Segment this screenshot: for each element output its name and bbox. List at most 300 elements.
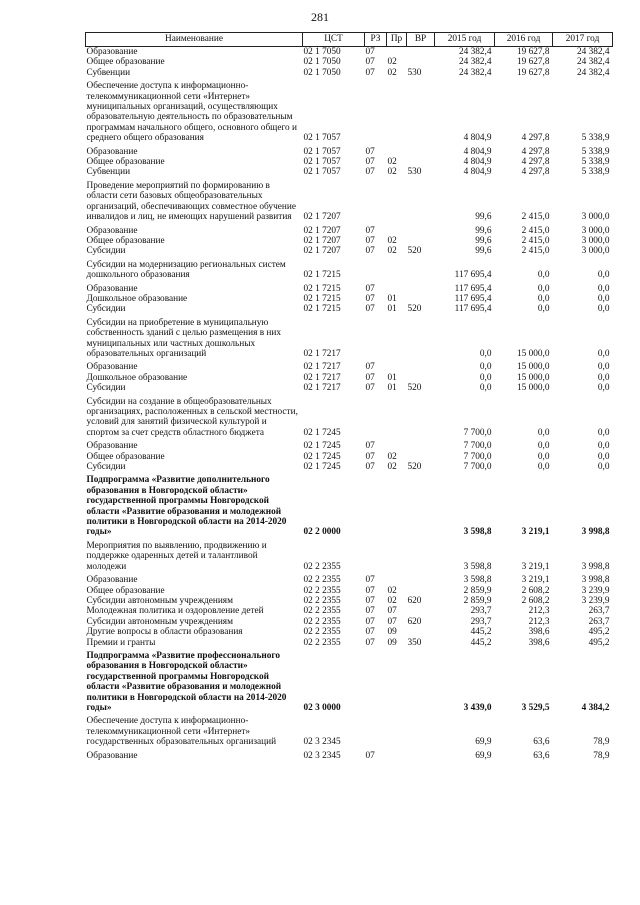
cell-2017: 3 998,8 (581, 575, 610, 586)
cell-2015: 445,2 (470, 637, 492, 648)
cell-cst: 02 1 7207 (303, 246, 341, 257)
cell-pr: 01 (387, 293, 397, 304)
cell-pr: 02 (387, 235, 397, 246)
table-row (86, 572, 613, 585)
cell-2016: 4 297,8 (521, 133, 550, 144)
cell-2017: 5 338,9 (581, 157, 610, 168)
cell-rz: 07 (365, 293, 375, 304)
cell-pr (387, 178, 407, 223)
cell-vr (407, 586, 435, 596)
cell-name: Образование (86, 146, 138, 157)
table-row (86, 315, 613, 360)
cell-2016: 398,6 (528, 627, 550, 638)
cell-rz: 07 (365, 606, 375, 617)
cell-rz: 07 (365, 167, 375, 178)
cell-pr: 02 (387, 57, 397, 68)
cell-rz: 07 (365, 57, 375, 68)
table-row (86, 596, 613, 606)
cell-2017: 0,0 (597, 427, 610, 438)
cell-rz: 07 (365, 146, 375, 157)
cell-2017: 0,0 (597, 348, 610, 359)
cell-cst: 02 1 7217 (303, 383, 341, 394)
cell-2016: 2 415,0 (521, 225, 550, 236)
cell-vr (407, 438, 435, 451)
cell-2017: 3 998,8 (581, 527, 610, 538)
cell-vr (407, 57, 435, 67)
cell-vr (407, 748, 435, 761)
cell-2017: 495,2 (588, 627, 610, 638)
cell-pr (387, 472, 407, 537)
table-row (86, 452, 613, 462)
cell-2017: 3 000,0 (581, 235, 610, 246)
cell-pr (387, 359, 407, 372)
cell-cst: 02 2 2355 (303, 627, 341, 638)
cell-name: Образование (86, 750, 138, 761)
cell-2017: 0,0 (597, 362, 610, 373)
cell-cst: 02 1 7217 (303, 348, 341, 359)
cell-2016: 19 627,8 (516, 47, 550, 57)
cell-2015: 117 695,4 (454, 304, 492, 315)
cell-2016: 0,0 (537, 462, 550, 473)
table-row (86, 538, 613, 572)
cell-pr: 09 (387, 637, 397, 648)
cell-2016: 19 627,8 (516, 57, 550, 68)
cell-rz (365, 713, 387, 747)
cell-cst: 02 1 7057 (303, 146, 341, 157)
cell-rz: 07 (365, 157, 375, 168)
header-vr: ВР (407, 33, 435, 47)
cell-vr: 620 (407, 595, 422, 606)
table-row (86, 713, 613, 747)
cell-name: Подпрограмма «Развитие дополнительного образования в Новгородской области» государственной программы Новгородской области «Развитие образования и молодежной политики в Новгородской области на 2014-2020 годы» (86, 475, 287, 538)
cell-rz: 07 (365, 225, 375, 236)
cell-2016: 212,3 (528, 606, 550, 617)
cell-pr (387, 438, 407, 451)
cell-vr (407, 538, 435, 572)
cell-2015: 117 695,4 (454, 283, 492, 294)
cell-2017: 3 000,0 (581, 225, 610, 236)
cell-2015: 0,0 (479, 372, 492, 383)
cell-2017: 5 338,9 (581, 133, 610, 144)
cell-cst: 02 1 7217 (303, 362, 341, 373)
cell-2017: 5 338,9 (581, 146, 610, 157)
cell-rz (365, 648, 387, 713)
cell-pr (387, 47, 407, 58)
cell-2017: 24 382,4 (576, 57, 610, 68)
cell-vr: 530 (407, 67, 422, 78)
cell-name: Образование (86, 362, 138, 373)
table-row (86, 281, 613, 294)
cell-cst: 02 2 2355 (303, 595, 341, 606)
cell-pr (387, 223, 407, 236)
cell-vr (407, 294, 435, 304)
cell-name: Другие вопросы в области образования (86, 627, 243, 638)
cell-2017: 78,9 (593, 750, 610, 761)
cell-rz: 07 (365, 441, 375, 452)
cell-vr (407, 315, 435, 360)
cell-2016: 0,0 (537, 283, 550, 294)
cell-rz: 07 (365, 462, 375, 473)
cell-2016: 2 608,2 (521, 595, 550, 606)
cell-rz: 07 (365, 47, 375, 57)
cell-pr (387, 538, 407, 572)
cell-rz: 07 (365, 575, 375, 586)
cell-pr: 02 (387, 167, 397, 178)
cell-cst: 02 2 2355 (303, 606, 341, 617)
cell-2015: 0,0 (479, 348, 492, 359)
cell-2015: 4 804,9 (463, 167, 492, 178)
cell-2016: 63,6 (533, 737, 550, 748)
cell-2015: 293,7 (470, 616, 492, 627)
cell-name: Проведение мероприятий по формированию в области сети базовых общеобразовательных организаций, обеспечивающих совместное обучение инвалидов и лиц, не имеющих нарушений развития (86, 180, 296, 223)
cell-pr (387, 281, 407, 294)
table-row (86, 383, 613, 393)
cell-2017: 0,0 (597, 462, 610, 473)
cell-name: Мероприятия по выявлению, продвижению и поддержке одаренных детей и талантливой молодежи (86, 540, 267, 572)
table-row (86, 627, 613, 637)
cell-name: Премии и гранты (86, 637, 156, 648)
cell-2016: 63,6 (533, 750, 550, 761)
cell-2017: 0,0 (597, 383, 610, 394)
cell-name: Обеспечение доступа к информационно-телекоммуникационной сети «Интернет» государственных образовательных организаций (86, 716, 277, 748)
table-row (86, 638, 613, 648)
cell-2017: 24 382,4 (576, 47, 610, 57)
cell-2015: 0,0 (479, 383, 492, 394)
header-name: Наименование (86, 33, 303, 47)
cell-2016: 4 297,8 (521, 167, 550, 178)
table-row (86, 257, 613, 281)
table-row (86, 167, 613, 177)
cell-vr (407, 373, 435, 383)
cell-2017: 5 338,9 (581, 167, 610, 178)
cell-rz (365, 178, 387, 223)
cell-2016: 0,0 (537, 304, 550, 315)
cell-2016: 15 000,0 (516, 372, 550, 383)
cell-rz (365, 538, 387, 572)
cell-2016: 2 608,2 (521, 585, 550, 596)
table-row (86, 617, 613, 627)
cell-rz: 07 (365, 372, 375, 383)
cell-pr: 01 (387, 304, 397, 315)
cell-rz (365, 394, 387, 439)
budget-table (85, 32, 613, 761)
cell-name: Субсидии автономным учреждениям (86, 595, 233, 606)
cell-2016: 0,0 (537, 270, 550, 281)
cell-pr: 02 (387, 157, 397, 168)
cell-cst: 02 1 7050 (303, 57, 341, 68)
cell-name: Молодежная политика и оздоровление детей (86, 606, 264, 617)
cell-vr: 350 (407, 637, 422, 648)
cell-2015: 99,6 (475, 212, 492, 223)
cell-2015: 3 598,8 (463, 575, 492, 586)
table-row (86, 294, 613, 304)
cell-2016: 3 529,5 (521, 702, 550, 713)
table-row (86, 68, 613, 78)
cell-2015: 293,7 (470, 606, 492, 617)
cell-2015: 2 859,9 (463, 595, 492, 606)
cell-cst: 02 1 7207 (303, 212, 341, 223)
header-2017: 2017 год (553, 33, 613, 47)
cell-rz: 07 (365, 383, 375, 394)
cell-vr: 620 (407, 616, 422, 627)
cell-cst: 02 1 7050 (303, 67, 341, 78)
cell-cst: 02 2 2355 (303, 637, 341, 648)
cell-rz: 07 (365, 637, 375, 648)
cell-rz: 07 (365, 585, 375, 596)
cell-2017: 3 239,9 (581, 585, 610, 596)
cell-2016: 212,3 (528, 616, 550, 627)
cell-2015: 4 804,9 (463, 133, 492, 144)
table-row (86, 57, 613, 67)
cell-cst: 02 1 7215 (303, 304, 341, 315)
cell-rz (365, 257, 387, 281)
cell-2017: 24 382,4 (576, 67, 610, 78)
cell-2015: 99,6 (475, 235, 492, 246)
cell-vr: 520 (407, 304, 422, 315)
table-row (86, 606, 613, 616)
table-row (86, 246, 613, 256)
cell-cst: 02 1 7050 (303, 47, 341, 57)
cell-vr (407, 223, 435, 236)
cell-2015: 117 695,4 (454, 270, 492, 281)
table-row (86, 223, 613, 236)
cell-2015: 0,0 (479, 362, 492, 373)
cell-name: Образование (86, 575, 138, 586)
cell-rz (365, 78, 387, 143)
cell-2016: 2 415,0 (521, 246, 550, 257)
cell-cst: 02 2 2355 (303, 585, 341, 596)
cell-name: Общее образование (86, 157, 165, 168)
cell-vr (407, 606, 435, 616)
cell-name: Образование (86, 283, 138, 294)
cell-name: Субсидии (86, 304, 126, 315)
cell-pr: 09 (387, 627, 397, 638)
cell-name: Дошкольное образование (86, 293, 188, 304)
cell-2015: 24 382,4 (458, 67, 492, 78)
page-number: 281 (311, 10, 329, 24)
cell-2016: 3 219,1 (521, 527, 550, 538)
cell-2017: 263,7 (588, 616, 610, 627)
cell-cst: 02 1 7245 (303, 427, 341, 438)
cell-pr: 07 (387, 616, 397, 627)
cell-pr: 02 (387, 246, 397, 257)
cell-2015: 4 804,9 (463, 157, 492, 168)
cell-2017: 0,0 (597, 270, 610, 281)
cell-pr (387, 78, 407, 143)
cell-2017: 3 000,0 (581, 246, 610, 257)
cell-2015: 69,9 (475, 750, 492, 761)
cell-2017: 4 384,2 (581, 702, 610, 713)
cell-vr (407, 713, 435, 747)
cell-cst: 02 2 2355 (303, 561, 341, 572)
cell-pr (387, 572, 407, 585)
cell-2017: 3 000,0 (581, 212, 610, 223)
table-row (86, 144, 613, 157)
cell-2015: 99,6 (475, 246, 492, 257)
cell-name: Общее образование (86, 585, 165, 596)
table-row (86, 648, 613, 713)
cell-vr (407, 452, 435, 462)
table-row (86, 373, 613, 383)
cell-2015: 7 700,0 (463, 462, 492, 473)
cell-pr: 07 (387, 606, 397, 617)
cell-cst: 02 1 7245 (303, 451, 341, 462)
cell-2015: 2 859,9 (463, 585, 492, 596)
cell-name: Субсидии на модернизацию региональных систем дошкольного образования (86, 259, 286, 281)
cell-name: Субсидии автономным учреждениям (86, 616, 233, 627)
cell-2016: 0,0 (537, 441, 550, 452)
cell-vr (407, 627, 435, 637)
cell-vr (407, 394, 435, 439)
cell-name: Дошкольное образование (86, 372, 188, 383)
cell-vr (407, 144, 435, 157)
cell-2016: 19 627,8 (516, 67, 550, 78)
header-pr: Пр (387, 33, 407, 47)
table-row (86, 359, 613, 372)
cell-cst: 02 1 7207 (303, 235, 341, 246)
cell-2015: 7 700,0 (463, 441, 492, 452)
cell-2015: 7 700,0 (463, 427, 492, 438)
cell-vr: 520 (407, 383, 422, 394)
cell-2016: 2 415,0 (521, 212, 550, 223)
cell-name: Субсидии на приобретение в муниципальную собственность зданий с целью размещения в них муниципальных или частных дошкольных образовательных организаций (86, 317, 282, 359)
cell-rz: 07 (365, 595, 375, 606)
cell-cst: 02 1 7215 (303, 293, 341, 304)
cell-2016: 4 297,8 (521, 157, 550, 168)
cell-2017: 0,0 (597, 304, 610, 315)
cell-vr (407, 236, 435, 246)
cell-2017: 263,7 (588, 606, 610, 617)
table-row (86, 462, 613, 472)
cell-cst: 02 1 7057 (303, 133, 341, 144)
cell-cst: 02 3 2345 (303, 737, 341, 748)
table-row (86, 394, 613, 439)
table-row (86, 78, 613, 143)
cell-2016: 0,0 (537, 451, 550, 462)
table-row (86, 304, 613, 314)
cell-rz: 07 (365, 750, 375, 761)
cell-cst: 02 1 7245 (303, 441, 341, 452)
cell-name: Субвенции (86, 167, 131, 178)
cell-name: Обеспечение доступа к информационно-телекоммуникационной сети «Интернет» муниципальных организаций, осуществляющих образовательную деятельность по образовательным программам начального общего, основного общего и среднего общего образования (86, 81, 298, 144)
cell-pr: 01 (387, 372, 397, 383)
cell-vr (407, 572, 435, 585)
table-row (86, 472, 613, 537)
cell-cst: 02 1 7245 (303, 462, 341, 473)
cell-vr (407, 648, 435, 713)
cell-vr (407, 157, 435, 167)
cell-name: Субвенции (86, 67, 131, 78)
cell-2015: 117 695,4 (454, 293, 492, 304)
cell-2015: 3 598,8 (463, 527, 492, 538)
cell-vr (407, 257, 435, 281)
cell-pr: 02 (387, 585, 397, 596)
header-2016: 2016 год (495, 33, 553, 47)
cell-name: Субсидии (86, 383, 126, 394)
header-cst: ЦСТ (303, 33, 365, 47)
cell-rz: 07 (365, 67, 375, 78)
cell-cst: 02 1 7057 (303, 157, 341, 168)
cell-2015: 69,9 (475, 737, 492, 748)
cell-cst: 02 2 0000 (303, 527, 341, 538)
table-row (86, 748, 613, 761)
cell-name: Субсидии (86, 462, 126, 473)
cell-rz: 07 (365, 627, 375, 638)
cell-rz (365, 315, 387, 360)
cell-2016: 2 415,0 (521, 235, 550, 246)
cell-2016: 0,0 (537, 427, 550, 438)
table-row (86, 236, 613, 246)
cell-2017: 0,0 (597, 283, 610, 294)
cell-2016: 15 000,0 (516, 348, 550, 359)
cell-name: Общее образование (86, 235, 165, 246)
cell-2017: 3 998,8 (581, 561, 610, 572)
cell-pr (387, 748, 407, 761)
cell-rz: 07 (365, 304, 375, 315)
cell-cst: 02 3 0000 (303, 702, 341, 713)
cell-2015: 445,2 (470, 627, 492, 638)
cell-vr (407, 178, 435, 223)
cell-vr (407, 78, 435, 143)
cell-rz: 07 (365, 362, 375, 373)
cell-rz: 07 (365, 235, 375, 246)
table-row (86, 178, 613, 223)
cell-rz (365, 472, 387, 537)
cell-pr (387, 257, 407, 281)
header-2015: 2015 год (435, 33, 495, 47)
cell-name: Субсидии на создание в общеобразовательных организациях, расположенных в сельской местности, условий для занятий физической культурой и спортом за счет средств областного бюджета (86, 396, 298, 438)
cell-2015: 24 382,4 (458, 57, 492, 68)
cell-2017: 0,0 (597, 293, 610, 304)
cell-2017: 495,2 (588, 637, 610, 648)
cell-vr (407, 359, 435, 372)
cell-2015: 3 439,0 (463, 702, 492, 713)
cell-name: Образование (86, 441, 138, 452)
cell-vr (407, 472, 435, 537)
cell-rz: 07 (365, 283, 375, 294)
cell-cst: 02 1 7215 (303, 270, 341, 281)
cell-2016: 3 219,1 (521, 561, 550, 572)
cell-pr: 02 (387, 67, 397, 78)
cell-pr (387, 394, 407, 439)
cell-2016: 15 000,0 (516, 362, 550, 373)
table-row (86, 586, 613, 596)
cell-name: Общее образование (86, 451, 165, 462)
cell-2016: 4 297,8 (521, 146, 550, 157)
cell-2017: 78,9 (593, 737, 610, 748)
cell-name: Подпрограмма «Развитие профессионального образования в Новгородской области» государственной программы Новгородской области «Развитие образования и молодежной политики в Новгородской области на 2014-2020 годы» (86, 650, 287, 713)
cell-cst: 02 1 7215 (303, 283, 341, 294)
cell-2015: 3 598,8 (463, 561, 492, 572)
cell-pr: 02 (387, 451, 397, 462)
cell-vr (407, 281, 435, 294)
cell-vr: 520 (407, 462, 422, 473)
cell-pr: 02 (387, 595, 397, 606)
cell-cst: 02 1 7217 (303, 372, 341, 383)
cell-2016: 15 000,0 (516, 383, 550, 394)
cell-cst: 02 2 2355 (303, 575, 341, 586)
cell-cst: 02 1 7207 (303, 225, 341, 236)
cell-cst: 02 1 7057 (303, 167, 341, 178)
cell-cst: 02 3 2345 (303, 750, 341, 761)
table-body (86, 47, 613, 762)
header-rz: РЗ (365, 33, 387, 47)
cell-2016: 3 219,1 (521, 575, 550, 586)
table-row (86, 47, 613, 58)
cell-name: Субсидии (86, 246, 126, 257)
cell-2015: 99,6 (475, 225, 492, 236)
cell-2017: 0,0 (597, 441, 610, 452)
